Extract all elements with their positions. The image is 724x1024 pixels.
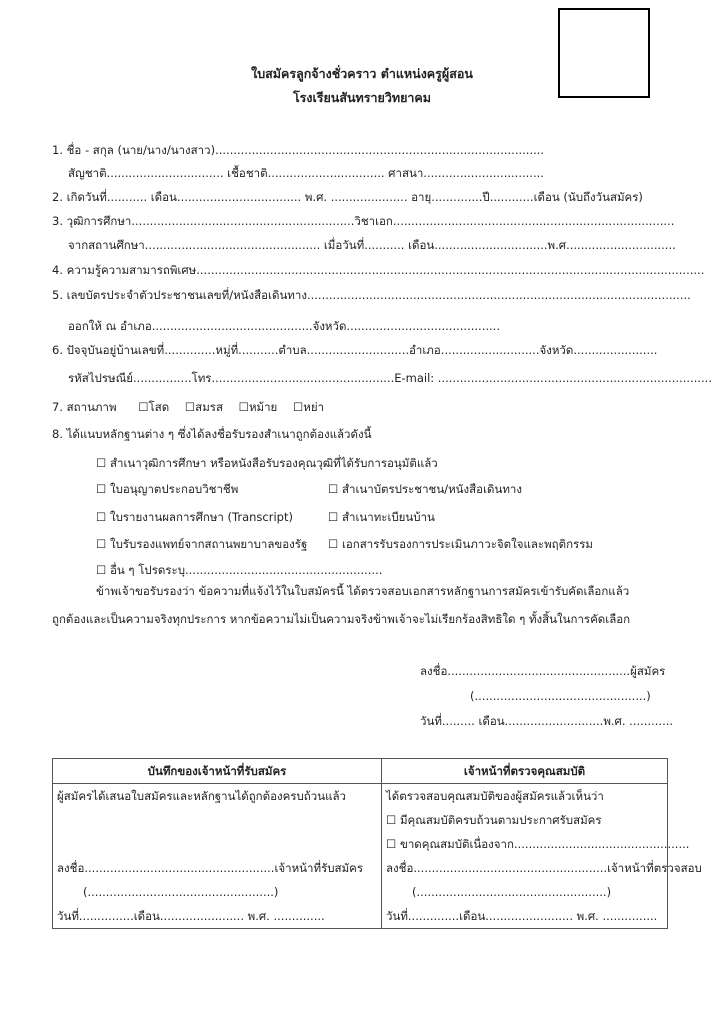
- marital-status: [52, 399, 324, 415]
- attachment-item[interactable]: ☐ ใบรายงานผลการศึกษา (Transcript): [96, 510, 293, 524]
- checkbox-widowed[interactable]: ☐หม้าย: [238, 400, 278, 414]
- attachments-label: 8. ได้แนบหลักฐานต่าง ๆ ซึ่งได้ลงชื่อรับรองสำเนาถูกต้องแล้วดังนี้: [52, 427, 372, 441]
- declaration-line: ข้าพเจ้าขอรับรองว่า ข้อความที่แจ้งไว้ในใบสมัครนี้ ได้ตรวจสอบเอกสารหลักฐานการสมัครเข้ารับคัดเลือกแล้ว: [96, 584, 630, 598]
- marital-status-label: 7. สถานภาพ: [52, 400, 117, 414]
- school-name: โรงเรียนสันทรายวิทยาคม: [292, 90, 432, 105]
- contact-field[interactable]: รหัสไปรษณีย์................โทร..................................................E-mail: ...........................................................................: [68, 371, 712, 385]
- attachment-item[interactable]: ☐ สำเนาบัตรประชาชน/หนังสือเดินทาง: [328, 482, 522, 496]
- address-field[interactable]: 6. ปัจจุบันอยู่บ้านเลขที่..............หมู่ที่...........ตำบล............................อำเภอ...........................จังหวัด.......................: [52, 343, 658, 357]
- photo-box: [558, 8, 650, 98]
- birth-field[interactable]: 2. เกิดวันที่........... เดือน.................................. พ.ศ. ..................... อายุ..............ปี............เดือน (นับถึงวันสมัคร): [52, 190, 643, 204]
- checkbox-married[interactable]: ☐สมรส: [184, 400, 223, 414]
- issued-field[interactable]: ออกให้ ณ อำเภอ............................................จังหวัด..........................................: [68, 319, 500, 333]
- receiver-date[interactable]: วันที่...............เดือน....................... พ.ศ. ..............: [57, 909, 325, 923]
- form-title: ใบสมัครลูกจ้างชั่วคราว ตำแหน่งครูผู้สอน: [251, 66, 473, 81]
- checker-note: ได้ตรวจสอบคุณสมบัติของผู้สมัครแล้วเห็นว่า: [386, 789, 604, 803]
- skills-field[interactable]: 4. ความรู้ความสามารถพิเศษ...........................................................................................................................................: [52, 263, 705, 277]
- institution-field[interactable]: จากสถานศึกษา................................................ เมื่อวันที่........... เดือน...............................พ.ศ..............................: [68, 238, 676, 252]
- checkbox-single[interactable]: ☐โสด: [138, 400, 170, 414]
- checker-header: เจ้าหน้าที่ตรวจคุณสมบัติ: [382, 759, 668, 784]
- checker-section: [382, 784, 702, 929]
- checkbox-qualified[interactable]: ☐ มีคุณสมบัติครบถ้วนตามประกาศรับสมัคร: [386, 813, 602, 827]
- attachment-item[interactable]: ☐ สำเนาวุฒิการศึกษา หรือหนังสือรับรองคุณวุฒิที่ได้รับการอนุมัติแล้ว: [96, 456, 438, 470]
- nationality-field[interactable]: สัญชาติ................................ เชื้อชาติ................................ ศาสนา.................................: [68, 166, 544, 180]
- receiver-signature[interactable]: ลงชื่อ....................................................เจ้าหน้าที่รับสมัคร: [57, 861, 364, 875]
- attachment-item[interactable]: ☐ อื่น ๆ โปรดระบุ......................................................: [96, 563, 383, 577]
- checkbox-unqualified[interactable]: ☐ ขาดคุณสมบัติเนื่องจาก................................................: [386, 837, 690, 851]
- attachment-item[interactable]: ☐ ใบอนุญาตประกอบวิชาชีพ: [96, 482, 239, 496]
- official-records-table: [52, 758, 702, 929]
- name-field[interactable]: 1. ชื่อ - สกุล (นาย/นาง/นางสาว)..........................................................................................: [52, 143, 545, 157]
- declaration-line: ถูกต้องและเป็นความจริงทุกประการ หากข้อความไม่เป็นความจริงข้าพเจ้าจะไม่เรียกร้องสิทธิใด ๆ ทั้งสิ้นในการคัดเลือก: [52, 612, 631, 626]
- id-card-field[interactable]: 5. เลขบัตรประจำตัวประชาชนเลขที่/หนังสือเดินทาง.........................................................................................................: [52, 288, 691, 302]
- attachment-item[interactable]: ☐ สำเนาทะเบียนบ้าน: [328, 510, 435, 524]
- receiver-name[interactable]: (...................................................): [83, 885, 279, 899]
- attachment-item[interactable]: ☐ ใบรับรองแพทย์จากสถานพยาบาลของรัฐ: [96, 537, 308, 551]
- applicant-name[interactable]: (...............................................): [470, 689, 651, 703]
- applicant-date[interactable]: วันที่......... เดือน...........................พ.ศ. ............: [420, 714, 674, 728]
- receiver-section: [53, 784, 382, 929]
- checker-signature[interactable]: ลงชื่อ.....................................................เจ้าหน้าที่ตรวจสอบ: [386, 861, 702, 875]
- receiver-header: บันทึกของเจ้าหน้าที่รับสมัคร: [53, 759, 382, 784]
- receiver-note: ผู้สมัครได้เสนอใบสมัครและหลักฐานได้ถูกต้องครบถ้วนแล้ว: [57, 789, 346, 803]
- checker-date[interactable]: วันที่..............เดือน........................ พ.ศ. ...............: [386, 909, 658, 923]
- checker-name[interactable]: (....................................................): [412, 885, 612, 899]
- applicant-signature[interactable]: ลงชื่อ..................................................ผู้สมัคร: [420, 664, 666, 678]
- checkbox-divorced[interactable]: ☐หย่า: [292, 400, 325, 414]
- education-field[interactable]: 3. วุฒิการศึกษา.............................................................วิชาเอก.............................................................................: [52, 214, 675, 228]
- attachment-item[interactable]: ☐ เอกสารรับรองการประเมินภาวะจิตใจและพฤติกรรม: [328, 537, 593, 551]
